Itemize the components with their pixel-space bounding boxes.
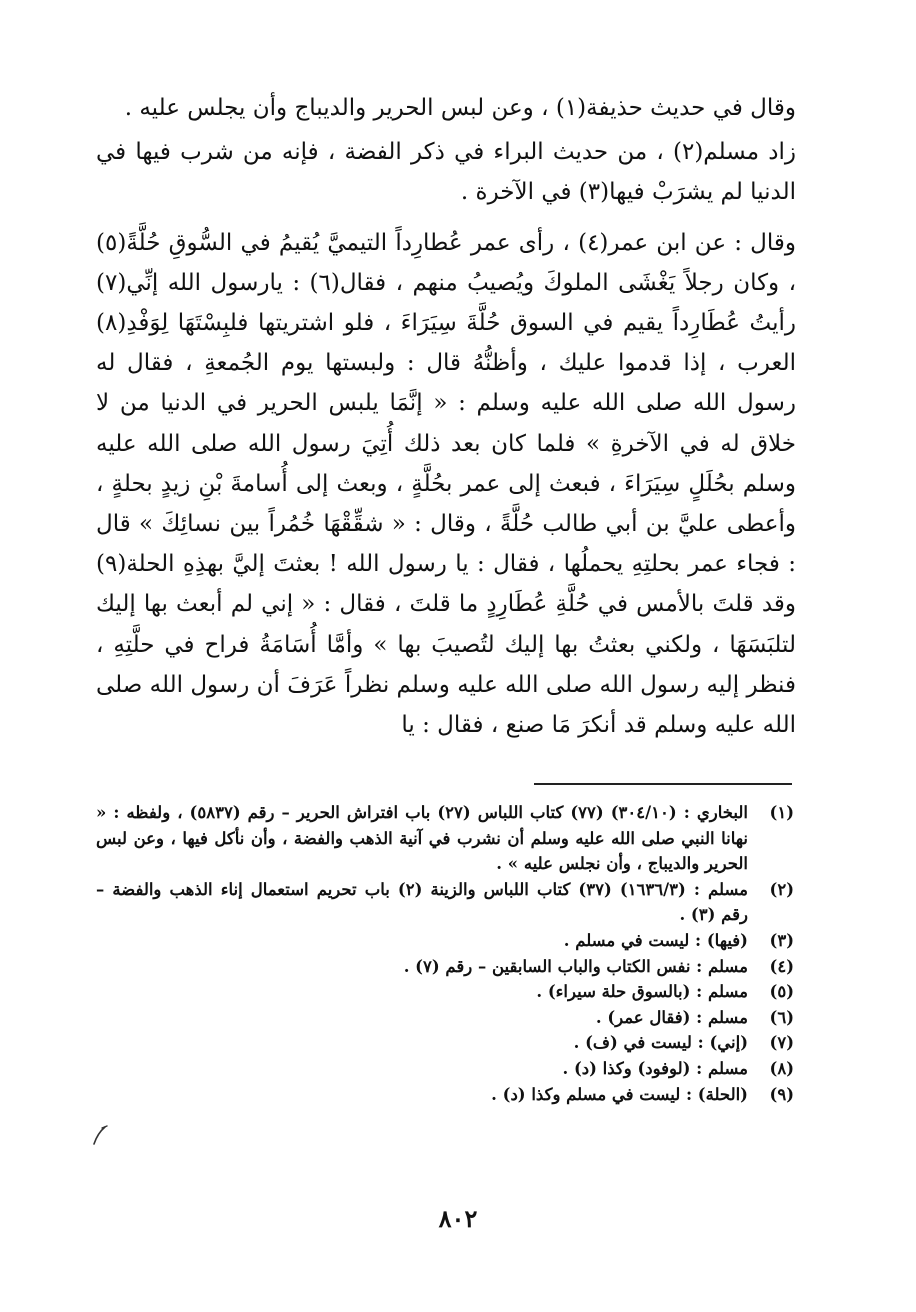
footnote-text: مسلم : (١٦٣٦/٣) (٣٧) كتاب اللباس والزينة (٢) باب تحريم استعمال إناء الذهب والفضة – رقم (٣) . xyxy=(96,879,749,925)
footnote-text: مسلم : (بالسوق حلة سيراء) . xyxy=(536,982,748,1002)
footnote-number: (٩) xyxy=(769,1084,794,1104)
footnote-item xyxy=(96,1030,796,1056)
footnote-item xyxy=(96,979,796,1005)
footnote-item xyxy=(96,954,796,980)
footnote-number: (٧) xyxy=(769,1033,794,1053)
footnote-number: (٦) xyxy=(769,1007,794,1027)
footnote-text: (إني) : ليست في (ف) . xyxy=(573,1033,748,1053)
footnote-number: (٢) xyxy=(769,879,794,899)
pencil-mark xyxy=(90,1124,110,1146)
footnote-number: (١) xyxy=(769,803,794,822)
main-text xyxy=(96,88,796,745)
footnote-number: (٨) xyxy=(769,1058,794,1078)
page-number: ٨٠٢ xyxy=(438,1204,478,1233)
footnote-item xyxy=(96,1005,796,1031)
footnote-text: مسلم : (فقال عمر) . xyxy=(595,1007,748,1027)
footnote-item xyxy=(96,1056,796,1082)
footnote-number: (٣) xyxy=(769,930,794,950)
footnote-item xyxy=(96,800,796,877)
footnote-item xyxy=(96,1082,796,1108)
paragraph-2: زاد مسلم(٢) ، من حديث البراء في ذكر الفضة ، فإنه من شرب فيها في الدنيا لم يشرَبْ فيها(٣) في الآخرة . xyxy=(96,139,796,206)
footnote-item xyxy=(96,928,796,954)
footnotes-list xyxy=(96,800,796,1107)
footnote-number: (٤) xyxy=(769,956,794,976)
footnote-number: (٥) xyxy=(769,982,794,1002)
footnote-text: مسلم : نفس الكتاب والباب السابقين – رقم (٧) . xyxy=(403,956,748,976)
footnote-separator xyxy=(534,783,792,785)
footnote-text: (فيها) : ليست في مسلم . xyxy=(563,930,748,950)
footnote-item xyxy=(96,877,796,928)
footnote-text: البخاري : (٣٠٤/١٠) (٧٧) كتاب اللباس (٢٧) باب افتراش الحرير – رقم (٥٨٣٧) ، ولفظه : « نهانا النبي صلى الله عليه وسلم أن نشرب في آنية الذهب والفضة ، وأن نأكل فيها ، وعن لبس الحرير والديباج ، وأن نجلس عليه » . xyxy=(96,803,748,874)
footnote-text: (الحلة) : ليست في مسلم وكذا (د) . xyxy=(491,1084,748,1104)
paragraph-3: وقال : عن ابن عمر(٤) ، رأى عمر عُطارِداً التيميَّ يُقيمُ في السُّوقِ حُلَّةً(٥) ، وكان رجلاً يَغْشَى الملوكَ ويُصيبُ منهم ، فقال(٦) : يارسول الله إنِّي(٧) رأيتُ عُطَارِداً يقيم في السوق حُلَّةَ سِيَرَاءَ ، فلو اشتريتها فلبِسْتَهَا لِوَفْدِ(٨) العرب ، إذا قدموا عليك ، وأظنُّهُ قال : ولبستها يوم الجُمعةِ ، فقال له رسول الله صلى الله عليه وسلم : « إنَّمَا يلبس الحرير في الدنيا من لا خلاق له في الآخرةِ » فلما كان بعد ذلك أُتِيَ رسول الله صلى الله عليه وسلم بحُلَلٍ سِيَرَاءَ ، فبعث إلى عمر بحُلَّةٍ ، وبعث إلى أُسامةَ بْنِ زيدٍ بحلةٍ ، وأعطى عليَّ بن أبي طالب حُلَّةً ، وقال : « شقِّقْهَا خُمُراً بين نسائِكَ » قال : فجاء عمر بحلتِهِ يحملُها ، فقال : يا رسول الله ! بعثتَ إليَّ بهذِهِ الحلة(٩) وقد قلتَ بالأمس في حُلَّةِ عُطَارِدٍ ما قلتَ ، فقال : « إني لم أبعث بها إليك لتلبَسَهَا ، ولكني بعثتُ بها إليك لتُصيبَ بها » وأمَّا أُسَامَةُ فراح في حلَّتِهِ ، فنظر إليه رسول الله صلى الله عليه وسلم نظراً عَرَفَ أن رسول الله صلى الله عليه وسلم قد أنكرَ مَا صنع ، فقال : يا xyxy=(96,229,797,739)
footnote-text: مسلم : (لوفود) وكذا (د) . xyxy=(562,1058,748,1078)
paragraph-1: وقال في حديث حذيفة(١) ، وعن لبس الحرير والديباج وأن يجلس عليه . xyxy=(124,95,796,121)
